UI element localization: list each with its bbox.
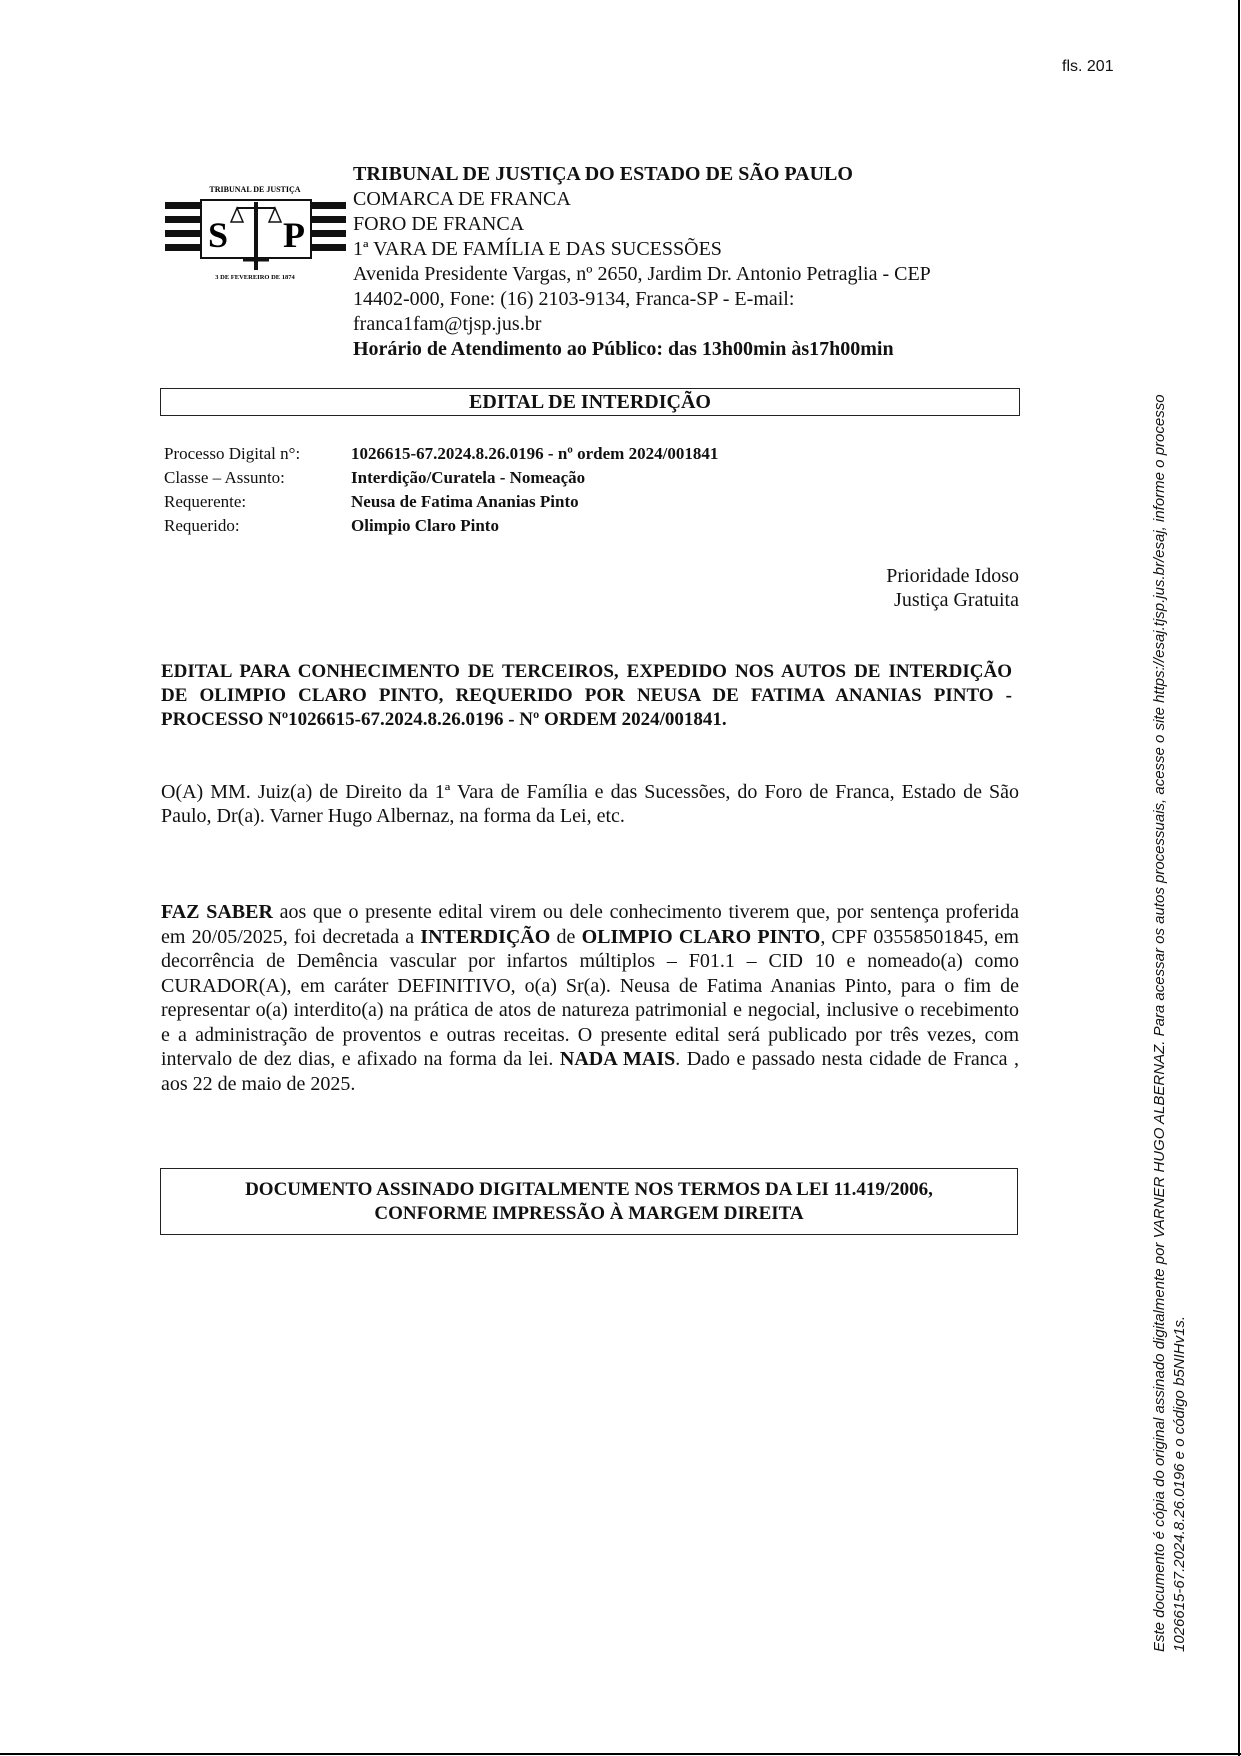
logo-letter-left: S (207, 215, 229, 255)
digital-signature-box (160, 1168, 1018, 1235)
meta-row (164, 442, 718, 466)
vara: 1ª VARA DE FAMÍLIA E DAS SUCESSÕES (353, 238, 722, 260)
body-text-1: aos que o presente edital virem ou dele conhecimento tiverem que, por sentença proferida em 20/05/2025, foi decretada a (161, 901, 1019, 948)
free-justice: Justiça Gratuita (894, 589, 1019, 611)
nada-mais: NADA MAIS (559, 1048, 676, 1070)
signature-line-2: CONFORME IMPRESSÃO À MARGEM DIREITA (374, 1203, 804, 1224)
faz-saber: FAZ SABER (161, 901, 273, 923)
side-note-line-1: Este documento é cópia do original assinado digitalmente por VARNER HUGO ALBERNAZ. Para acessar os autos processuais, acesse o site https://esaj.tjsp.jus.br/esaj, informe o processo (1151, 394, 1168, 1652)
tjsp-logo (163, 150, 348, 285)
logo-letter-right: P (283, 215, 305, 255)
meta-row (164, 466, 718, 490)
document-title: EDITAL DE INTERDIÇÃO (160, 388, 1020, 416)
comarca: COMARCA DE FRANCA (353, 188, 571, 210)
intro-paragraph: O(A) MM. Juiz(a) de Direito da 1ª Vara de Família e das Sucessões, do Foro de Franca, Estado de São Paulo, Dr(a). Varner Hugo Albernaz, na forma da Lei, etc. (161, 781, 1019, 827)
page-number: fls. 201 (1062, 58, 1114, 75)
priority-flags (700, 564, 1019, 612)
meta-label: Processo Digital n°: (164, 444, 301, 463)
meta-value: Neusa de Fatima Ananias Pinto (351, 492, 579, 511)
body-text-4: . Dado e passado nesta cidade de Franca , aos 22 de maio de 2025. (161, 1048, 1019, 1095)
process-info (164, 442, 718, 538)
priority-elderly: Prioridade Idoso (886, 565, 1019, 587)
meta-label: Requerido: (164, 516, 240, 535)
body-text-3: , CPF 03558501845, em decorrência de Demência vascular por infartos múltiplos – F01.1 – CID 10 e nomeado(a) como CURADOR(A), em caráter DEFINITIVO, o(a) Sr(a). Neusa de Fatima Ananias Pinto, para o fim de representar o(a) interdito(a) na prática de atos de natureza patrimonial e negocial, inclusive o recebimento e a administração de proventos e outras receitas. O presente edital será publicado por três vezes, com intervalo de dez dias, e afixado na forma da lei. (161, 925, 1019, 1070)
body-text-2: de (550, 925, 582, 948)
page-border-right (1238, 0, 1240, 1756)
court-name: TRIBUNAL DE JUSTIÇA DO ESTADO DE SÃO PAULO (353, 163, 853, 185)
side-margin-note (1150, 232, 1190, 1652)
edital-heading: EDITAL PARA CONHECIMENTO DE TERCEIROS, EXPEDIDO NOS AUTOS DE INTERDIÇÃO DE OLIMPIO CLARO PINTO, REQUERIDO POR NEUSA DE FATIMA ANANIAS PINTO - PROCESSO Nº1026615-67.2024.8.26.0196 - Nº ORDEM 2024/001841. (161, 661, 1012, 730)
logo-bottom-text: 3 DE FEVEREIRO DE 1874 (215, 274, 295, 281)
meta-value: Olimpio Claro Pinto (351, 516, 499, 535)
page-border-bottom (0, 1753, 1241, 1755)
side-note-line-2: 1026615-67.2024.8.26.0196 e o código b5NIHv1s. (1171, 1315, 1188, 1652)
email: franca1fam@tjsp.jus.br (353, 313, 542, 335)
body-paragraph (161, 900, 1019, 1096)
address-line-2: 14402-000, Fone: (16) 2103-9134, Franca-SP - E-mail: (353, 288, 795, 310)
meta-label: Classe – Assunto: (164, 468, 285, 487)
meta-label: Requerente: (164, 492, 247, 511)
interdicao-word: INTERDIÇÃO (420, 925, 551, 948)
service-hours: Horário de Atendimento ao Público: das 13h00min às17h00min (353, 338, 894, 360)
signature-line-1: DOCUMENTO ASSINADO DIGITALMENTE NOS TERMOS DA LEI 11.419/2006, (245, 1179, 933, 1200)
meta-row (164, 514, 718, 538)
meta-row (164, 490, 718, 514)
foro: FORO DE FRANCA (353, 213, 525, 235)
logo-top-text: TRIBUNAL DE JUSTIÇA (209, 185, 301, 194)
meta-value: 1026615-67.2024.8.26.0196 - nº ordem 2024/001841 (351, 444, 719, 463)
court-header (353, 162, 993, 362)
interdicted-name: OLIMPIO CLARO PINTO (581, 925, 821, 948)
address-line-1: Avenida Presidente Vargas, nº 2650, Jardim Dr. Antonio Petraglia - CEP (353, 263, 931, 285)
meta-value: Interdição/Curatela - Nomeação (351, 468, 586, 487)
